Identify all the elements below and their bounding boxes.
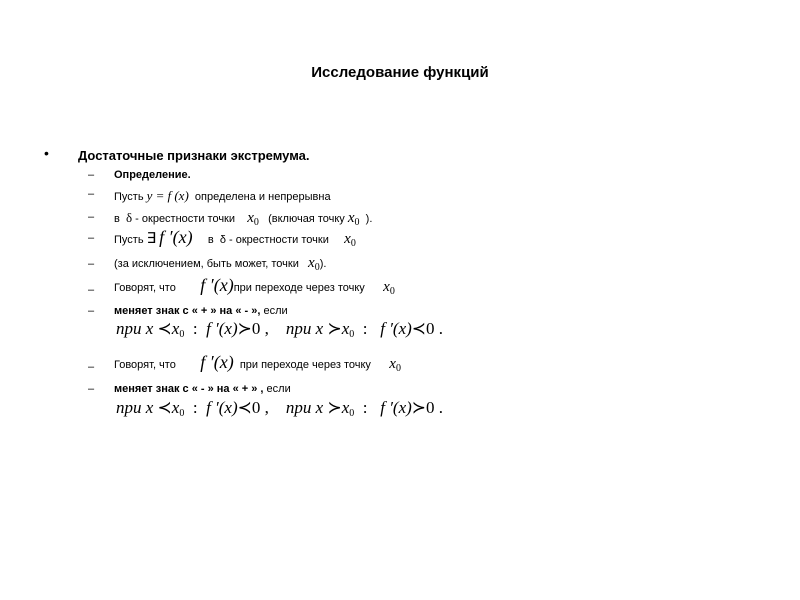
x-variable: x xyxy=(171,319,180,338)
text: - окрестности точки xyxy=(229,234,329,246)
colon: : xyxy=(192,398,198,417)
comma: , xyxy=(264,319,269,338)
f-prime-of-x: f ′(x) xyxy=(200,352,234,372)
bullet-dot: • xyxy=(44,145,49,161)
text: ). xyxy=(365,213,373,225)
text: Говорят, что xyxy=(114,282,176,294)
pri-word: при xyxy=(285,398,312,417)
subscript-zero: 0 xyxy=(253,217,259,228)
text: в xyxy=(207,234,214,246)
dash-marker: – xyxy=(88,284,95,296)
f-of-x: f (x) xyxy=(167,188,189,203)
text: (за исключением, быть может, точки xyxy=(114,258,299,270)
subscript-zero: 0 xyxy=(349,329,355,340)
line-sign-change-1 xyxy=(114,305,288,317)
less-symbol: ≺ xyxy=(157,319,172,338)
x-variable: x xyxy=(341,398,350,417)
period: . xyxy=(438,319,444,338)
dash-marker: – xyxy=(88,232,95,244)
pri-word: при xyxy=(116,319,142,338)
x-variable: x xyxy=(344,231,351,247)
dash-marker: – xyxy=(88,305,95,317)
line-say-that-2 xyxy=(114,352,401,373)
colon: : xyxy=(362,319,368,338)
y-equals: y = xyxy=(146,188,165,203)
x-variable: x xyxy=(145,319,154,338)
subscript-zero: 0 xyxy=(349,408,355,419)
text: меняет знак с « - » на « + » , xyxy=(114,383,264,395)
dash-marker: – xyxy=(88,211,95,223)
x-variable: x xyxy=(389,356,396,372)
delta-symbol: δ xyxy=(125,210,133,225)
subscript-zero: 0 xyxy=(395,363,401,374)
text: Говорят, что xyxy=(114,359,176,371)
x-variable: x xyxy=(247,210,254,226)
dash-marker: – xyxy=(88,169,95,181)
f-prime-of-x: f ′(x) xyxy=(206,319,238,338)
less-zero: ≺0 xyxy=(411,319,435,338)
pri-word: при xyxy=(285,319,312,338)
f-prime-of-x: f ′(x) xyxy=(380,398,412,417)
text: если xyxy=(266,383,291,395)
text: при переходе через точку xyxy=(233,282,365,294)
text: - окрестности точки xyxy=(135,213,236,225)
line-say-that-1 xyxy=(114,275,395,296)
line-exception xyxy=(114,255,326,272)
period: . xyxy=(438,398,444,417)
f-prime-of-x: f ′(x) xyxy=(159,227,193,247)
x-variable: x xyxy=(383,279,390,295)
subscript-zero: 0 xyxy=(389,286,395,297)
formula-max-condition xyxy=(116,319,443,339)
text: определена и непрерывна xyxy=(194,191,331,203)
line-let-function xyxy=(114,188,331,204)
x-variable: x xyxy=(145,398,154,417)
text: (включая точку xyxy=(268,213,345,225)
dash-marker: – xyxy=(88,258,95,270)
f-prime-of-x: f ′(x) xyxy=(200,275,234,295)
delta-symbol: δ xyxy=(219,234,226,246)
f-prime-of-x: f ′(x) xyxy=(380,319,412,338)
text: если xyxy=(263,305,288,317)
greater-symbol: ≻ xyxy=(327,398,342,417)
x-variable: x xyxy=(315,398,324,417)
dash-marker: – xyxy=(88,361,95,373)
formula-min-condition xyxy=(116,398,443,418)
greater-zero: ≻0 xyxy=(411,398,435,417)
text: в xyxy=(114,213,120,225)
line-neighborhood xyxy=(114,210,372,227)
less-zero: ≺0 xyxy=(237,398,261,417)
exists-symbol: ∃ xyxy=(146,231,157,247)
dash-marker: – xyxy=(88,188,95,200)
colon: : xyxy=(192,319,198,338)
x-variable: x xyxy=(341,319,350,338)
text: при переходе через точку xyxy=(239,359,371,371)
text: Пусть xyxy=(114,234,144,246)
f-prime-of-x: f ′(x) xyxy=(206,398,238,417)
line-exists-derivative xyxy=(114,227,356,248)
colon: : xyxy=(362,398,368,417)
subscript-zero: 0 xyxy=(179,329,185,340)
greater-symbol: ≻ xyxy=(327,319,342,338)
subscript-zero: 0 xyxy=(350,238,356,249)
x-variable: x xyxy=(347,210,355,226)
pri-word: при xyxy=(116,398,142,417)
subscript-zero: 0 xyxy=(354,217,360,228)
subscript-zero: 0 xyxy=(314,262,320,273)
text: ). xyxy=(319,258,327,270)
x-variable: x xyxy=(308,255,315,271)
text: Пусть xyxy=(114,191,144,203)
greater-zero: ≻0 xyxy=(237,319,261,338)
text: меняет знак с « + » на « - », xyxy=(114,305,261,317)
definition-label: Определение. xyxy=(114,169,191,181)
line-sign-change-2 xyxy=(114,383,291,395)
x-variable: x xyxy=(315,319,324,338)
subscript-zero: 0 xyxy=(179,408,185,419)
comma: , xyxy=(264,398,269,417)
x-variable: x xyxy=(171,398,180,417)
dash-marker: – xyxy=(88,383,95,395)
less-symbol: ≺ xyxy=(157,398,172,417)
section-heading: Достаточные признаки экстремума. xyxy=(78,148,310,163)
slide-title: Исследование функций xyxy=(311,64,489,81)
